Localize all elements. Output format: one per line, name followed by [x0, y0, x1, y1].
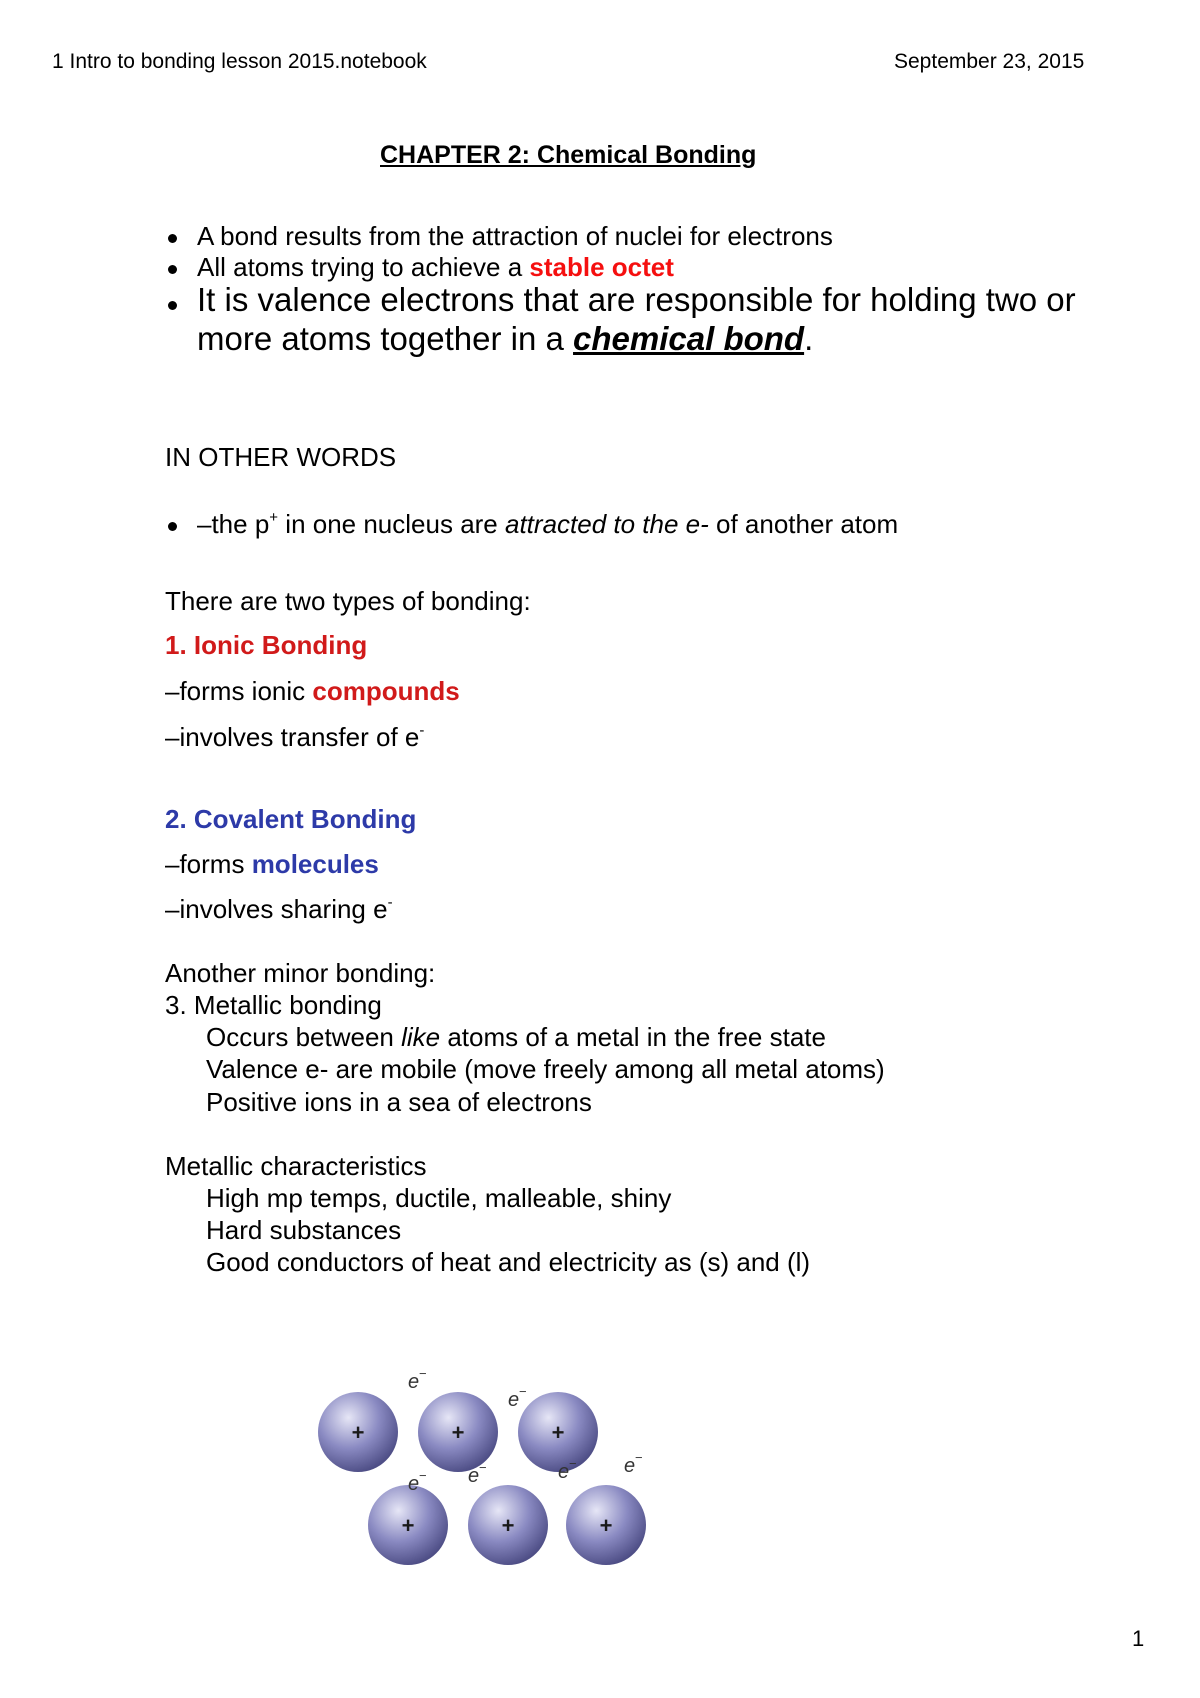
bullet-dot — [168, 522, 177, 531]
bullet-dot — [168, 301, 177, 310]
notebook-title: 1 Intro to bonding lesson 2015.notebook — [52, 50, 427, 73]
characteristics-line1: High mp temps, ductile, malleable, shiny — [206, 1183, 672, 1213]
ion-charge-label: + — [351, 1420, 365, 1445]
electron-charge-label: − — [479, 1460, 487, 1475]
covalent-title: 2. Covalent Bonding — [165, 804, 417, 834]
metallic-title: 3. Metallic bonding — [165, 990, 382, 1020]
ionic-line1 — [165, 676, 460, 707]
other-words-text: –the p — [197, 509, 270, 539]
page-date: September 23, 2015 — [894, 50, 1085, 73]
electron-label: e — [468, 1465, 480, 1487]
page-number: 1 — [1132, 1626, 1145, 1651]
proton-charge: + — [269, 509, 279, 526]
metallic-line1-text: Occurs between — [206, 1022, 402, 1052]
molecules-highlight: molecules — [251, 849, 379, 879]
ion-charge-label: + — [599, 1513, 613, 1538]
electron-charge: - — [387, 894, 393, 911]
electron-label: e — [408, 1371, 420, 1393]
electron-label: e — [408, 1473, 420, 1495]
ionic-title: 1. Ionic Bonding — [165, 630, 368, 660]
metallic-intro: Another minor bonding: — [165, 958, 436, 988]
characteristics-line2: Hard substances — [206, 1215, 402, 1245]
other-words-text: in one nucleus are — [278, 509, 505, 539]
other-words-text: of another atom — [708, 509, 899, 539]
other-words-bullet — [197, 509, 898, 540]
metallic-bonding-diagram — [300, 1370, 660, 1590]
bullet-bond-results: A bond results from the attraction of nuclei for electrons — [197, 221, 833, 251]
bullet-dot — [168, 234, 177, 243]
electron-charge-label: − — [569, 1456, 577, 1471]
metallic-line3: Positive ions in a sea of electrons — [206, 1087, 592, 1117]
ionic-line1-text: –forms ionic — [165, 676, 313, 706]
bullet-valence-line1: It is valence electrons that are responsible for holding two or — [197, 281, 1076, 318]
electron-charge: - — [419, 722, 425, 739]
metallic-line2: Valence e- are mobile (move freely among all metal atoms) — [206, 1054, 885, 1084]
electron-label: e — [624, 1455, 636, 1477]
ion-charge-label: + — [501, 1513, 515, 1538]
metallic-line1-text: atoms of a metal in the free state — [440, 1022, 826, 1052]
valence-line2-period: . — [804, 320, 814, 357]
electron-charge-label: − — [635, 1450, 643, 1465]
electron-charge-label: − — [519, 1384, 527, 1399]
ionic-line2-text: –involves transfer of e — [165, 722, 420, 752]
chemical-bond-highlight: chemical bond — [573, 320, 805, 357]
electron-charge-label: − — [419, 1370, 427, 1381]
covalent-line2 — [165, 894, 393, 925]
stable-octet-highlight: stable octet — [529, 252, 674, 282]
attracted-italic: attracted to the e- — [505, 509, 709, 539]
bullet-dot — [168, 265, 177, 274]
types-intro: There are two types of bonding: — [165, 586, 531, 616]
electron-charge-label: − — [419, 1468, 427, 1483]
valence-line2-text: more atoms together in a — [197, 320, 574, 357]
ion-charge-label: + — [551, 1420, 565, 1445]
bullet-stable-octet — [197, 252, 674, 283]
electron-label: e — [558, 1461, 570, 1483]
electron-label: e — [508, 1389, 520, 1411]
characteristics-line3: Good conductors of heat and electricity as (s) and (l) — [206, 1247, 811, 1277]
ion-group — [318, 1392, 646, 1565]
covalent-line1 — [165, 849, 379, 880]
in-other-words-heading: IN OTHER WORDS — [165, 442, 397, 472]
bullet-valence-line2 — [197, 320, 813, 358]
compounds-highlight: compounds — [312, 676, 460, 706]
characteristics-heading: Metallic characteristics — [165, 1151, 427, 1181]
ion-charge-label: + — [451, 1420, 465, 1445]
covalent-line2-text: –involves sharing e — [165, 894, 388, 924]
ionic-line2 — [165, 722, 424, 753]
covalent-line1-text: –forms — [165, 849, 252, 879]
bullet-stable-octet-text: All atoms trying to achieve a — [197, 252, 530, 282]
like-italic: like — [401, 1022, 441, 1052]
chapter-title: CHAPTER 2: Chemical Bonding — [380, 141, 757, 169]
ion-charge-label: + — [401, 1513, 415, 1538]
metallic-line1 — [206, 1022, 826, 1053]
